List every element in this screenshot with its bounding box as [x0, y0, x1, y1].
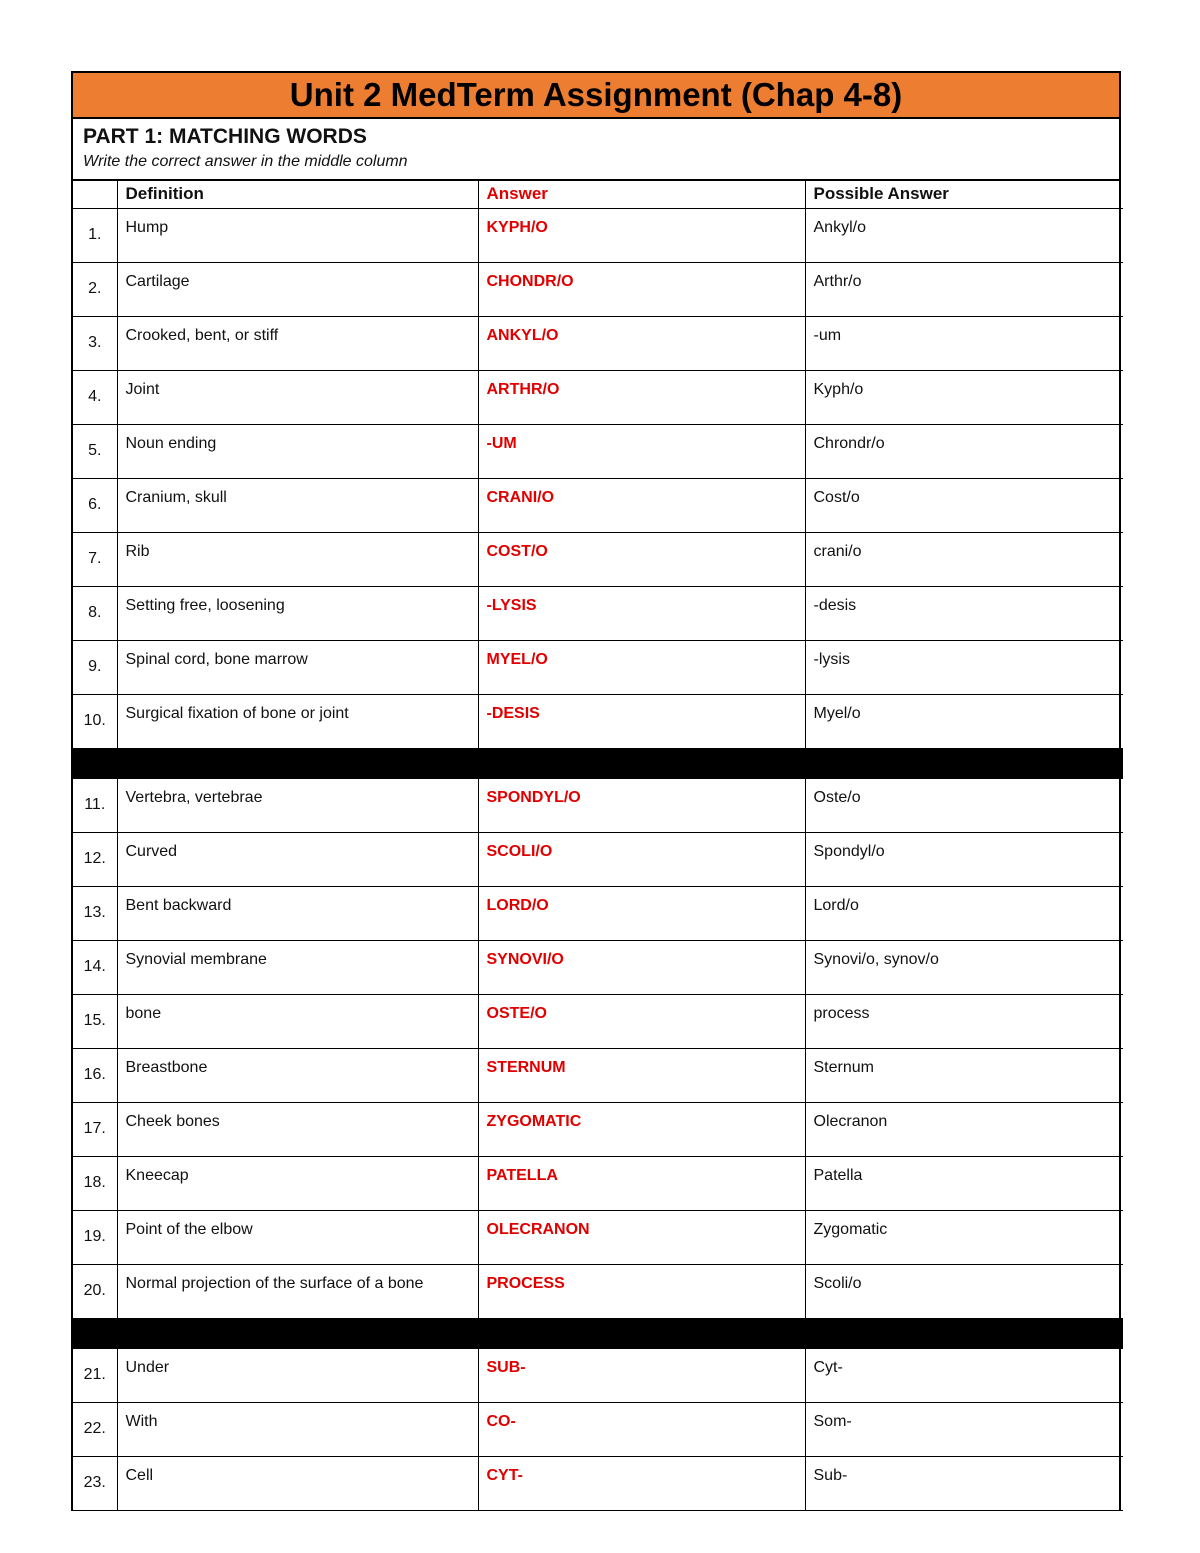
row-number-cell — [73, 1348, 117, 1402]
row-answer: CO- — [486, 1412, 516, 1430]
row-possible-answer: Synovi/o, synov/o — [813, 950, 939, 968]
row-number: 14. — [83, 958, 106, 975]
row-definition-cell — [117, 694, 478, 748]
row-number: 5. — [88, 442, 102, 459]
header-answer: Answer — [478, 181, 805, 208]
row-number: 7. — [88, 550, 102, 567]
row-possible-answer: Scoli/o — [813, 1274, 862, 1292]
row-number-cell — [73, 940, 117, 994]
table-row — [73, 640, 1123, 694]
table-row — [73, 1348, 1123, 1402]
row-possible-answer-cell — [805, 886, 1123, 940]
row-definition-cell — [117, 1156, 478, 1210]
row-answer-cell — [478, 1048, 805, 1102]
row-definition: Setting free, loosening — [125, 596, 285, 614]
row-definition: Cranium, skull — [125, 488, 227, 506]
row-possible-answer-cell — [805, 262, 1123, 316]
row-number: 11. — [84, 796, 106, 813]
row-definition-cell — [117, 1102, 478, 1156]
row-answer-cell — [478, 886, 805, 940]
row-number-cell — [73, 886, 117, 940]
row-definition: With — [125, 1412, 158, 1430]
row-possible-answer: Kyph/o — [813, 380, 864, 398]
row-answer: LORD/O — [486, 896, 549, 914]
table-row — [73, 940, 1123, 994]
row-definition: Hump — [125, 218, 169, 236]
row-number-cell — [73, 1264, 117, 1318]
row-possible-answer-cell — [805, 694, 1123, 748]
table-row — [73, 1102, 1123, 1156]
row-possible-answer: -desis — [813, 596, 857, 614]
row-answer: ZYGOMATIC — [486, 1112, 582, 1130]
row-number-cell — [73, 208, 117, 262]
part-instruction: Write the correct answer in the middle column — [83, 153, 408, 170]
row-number: 18. — [83, 1174, 106, 1191]
row-possible-answer-cell — [805, 1402, 1123, 1456]
row-answer: -DESIS — [486, 704, 540, 722]
row-definition: Bent backward — [125, 896, 232, 914]
row-definition: Cheek bones — [125, 1112, 220, 1130]
row-number-cell — [73, 1456, 117, 1510]
row-possible-answer-cell — [805, 1102, 1123, 1156]
row-number: 22. — [83, 1420, 106, 1437]
row-definition: Spinal cord, bone marrow — [125, 650, 308, 668]
row-possible-answer: -um — [813, 326, 842, 344]
table-row — [73, 1210, 1123, 1264]
row-number: 21. — [83, 1366, 106, 1383]
table-row — [73, 208, 1123, 262]
row-answer-cell — [478, 532, 805, 586]
row-possible-answer-cell — [805, 1264, 1123, 1318]
row-definition: Noun ending — [125, 434, 217, 452]
row-possible-answer: process — [813, 1004, 870, 1022]
row-definition-cell — [117, 370, 478, 424]
row-answer: CYT- — [486, 1466, 523, 1484]
row-number: 9. — [88, 658, 102, 675]
row-possible-answer-cell — [805, 586, 1123, 640]
row-answer-cell — [478, 424, 805, 478]
row-possible-answer-cell — [805, 832, 1123, 886]
table-row — [73, 532, 1123, 586]
row-number-cell — [73, 262, 117, 316]
table-header-row — [73, 181, 1123, 208]
row-possible-answer-cell — [805, 532, 1123, 586]
worksheet — [71, 71, 1121, 1511]
row-answer: MYEL/O — [486, 650, 548, 668]
row-possible-answer: Myel/o — [813, 704, 861, 722]
row-possible-answer: crani/o — [813, 542, 862, 560]
table-row — [73, 478, 1123, 532]
row-definition: Point of the elbow — [125, 1220, 253, 1238]
row-definition: Curved — [125, 842, 178, 860]
section-divider-bar — [73, 748, 1123, 778]
row-number-cell — [73, 1156, 117, 1210]
row-definition-cell — [117, 424, 478, 478]
row-answer: PATELLA — [486, 1166, 558, 1184]
row-definition-cell — [117, 1456, 478, 1510]
table-row — [73, 1402, 1123, 1456]
row-possible-answer-cell — [805, 1048, 1123, 1102]
row-possible-answer: Cost/o — [813, 488, 860, 506]
row-number-cell — [73, 640, 117, 694]
row-answer: CHONDR/O — [486, 272, 574, 290]
row-possible-answer-cell — [805, 778, 1123, 832]
row-possible-answer: Sub- — [813, 1466, 848, 1484]
row-possible-answer-cell — [805, 1210, 1123, 1264]
row-answer: ANKYL/O — [486, 326, 559, 344]
row-possible-answer-cell — [805, 1156, 1123, 1210]
row-definition-cell — [117, 316, 478, 370]
section-divider — [73, 1318, 1123, 1348]
row-possible-answer-cell — [805, 424, 1123, 478]
row-number-cell — [73, 532, 117, 586]
row-number-cell — [73, 1210, 117, 1264]
row-answer-cell — [478, 1456, 805, 1510]
row-possible-answer-cell — [805, 994, 1123, 1048]
row-number-cell — [73, 316, 117, 370]
table-row — [73, 694, 1123, 748]
row-possible-answer: Patella — [813, 1166, 863, 1184]
row-possible-answer: Chrondr/o — [813, 434, 885, 452]
row-definition-cell — [117, 262, 478, 316]
row-definition-cell — [117, 640, 478, 694]
row-definition-cell — [117, 886, 478, 940]
row-answer-cell — [478, 1402, 805, 1456]
row-number: 16. — [83, 1066, 106, 1083]
table-row — [73, 778, 1123, 832]
row-definition: Synovial membrane — [125, 950, 267, 968]
table-row — [73, 886, 1123, 940]
row-answer-cell — [478, 316, 805, 370]
row-possible-answer: Sternum — [813, 1058, 874, 1076]
row-definition: Cell — [125, 1466, 154, 1484]
row-possible-answer: Arthr/o — [813, 272, 862, 290]
row-possible-answer-cell — [805, 370, 1123, 424]
page-title: Unit 2 MedTerm Assignment (Chap 4-8) — [73, 71, 1119, 119]
row-definition-cell — [117, 208, 478, 262]
row-number-cell — [73, 832, 117, 886]
row-definition-cell — [117, 586, 478, 640]
row-possible-answer-cell — [805, 208, 1123, 262]
row-possible-answer: -lysis — [813, 650, 850, 668]
row-definition-cell — [117, 1210, 478, 1264]
row-possible-answer: Ankyl/o — [813, 218, 866, 236]
table-row — [73, 1048, 1123, 1102]
table-row — [73, 316, 1123, 370]
row-number-cell — [73, 994, 117, 1048]
row-definition-cell — [117, 994, 478, 1048]
row-number-cell — [73, 478, 117, 532]
row-definition-cell — [117, 778, 478, 832]
row-definition: bone — [125, 1004, 162, 1022]
part-header — [73, 119, 1119, 181]
row-number-cell — [73, 694, 117, 748]
part-title: PART 1: MATCHING WORDS — [83, 125, 367, 148]
row-definition: Crooked, bent, or stiff — [125, 326, 279, 344]
row-possible-answer: Lord/o — [813, 896, 859, 914]
row-number: 13. — [83, 904, 106, 921]
row-number: 3. — [88, 334, 102, 351]
row-answer: PROCESS — [486, 1274, 565, 1292]
row-number: 2. — [88, 280, 102, 297]
row-answer-cell — [478, 370, 805, 424]
table-row — [73, 1264, 1123, 1318]
row-answer-cell — [478, 1156, 805, 1210]
header-possible-answer: Possible Answer — [805, 181, 1123, 208]
row-definition: Normal projection of the surface of a bone — [125, 1274, 424, 1292]
row-number-cell — [73, 370, 117, 424]
row-number-cell — [73, 1402, 117, 1456]
table-row — [73, 1456, 1123, 1510]
row-answer-cell — [478, 994, 805, 1048]
row-number: 4. — [88, 388, 102, 405]
row-definition: Vertebra, vertebrae — [125, 788, 263, 806]
row-answer: SYNOVI/O — [486, 950, 564, 968]
table-row — [73, 586, 1123, 640]
header-number — [73, 181, 117, 208]
row-answer: COST/O — [486, 542, 548, 560]
row-number: 17. — [83, 1120, 106, 1137]
matching-table — [73, 181, 1123, 1511]
section-divider — [73, 748, 1123, 778]
row-possible-answer-cell — [805, 940, 1123, 994]
table-row — [73, 262, 1123, 316]
row-number: 23. — [83, 1474, 106, 1491]
table-row — [73, 994, 1123, 1048]
row-definition: Breastbone — [125, 1058, 208, 1076]
row-definition-cell — [117, 478, 478, 532]
row-possible-answer: Olecranon — [813, 1112, 888, 1130]
row-answer-cell — [478, 832, 805, 886]
row-answer: SCOLI/O — [486, 842, 553, 860]
row-answer: ARTHR/O — [486, 380, 560, 398]
row-definition: Surgical fixation of bone or joint — [125, 704, 349, 722]
row-number: 10. — [83, 712, 106, 729]
row-possible-answer: Spondyl/o — [813, 842, 885, 860]
row-number-cell — [73, 1102, 117, 1156]
row-answer: OSTE/O — [486, 1004, 547, 1022]
row-answer-cell — [478, 640, 805, 694]
row-number: 1. — [88, 226, 102, 243]
row-answer: -LYSIS — [486, 596, 537, 614]
row-number: 6. — [88, 496, 102, 513]
row-answer: KYPH/O — [486, 218, 548, 236]
section-divider-bar — [73, 1318, 1123, 1348]
row-possible-answer: Som- — [813, 1412, 852, 1430]
row-answer-cell — [478, 778, 805, 832]
row-number-cell — [73, 778, 117, 832]
row-answer-cell — [478, 1102, 805, 1156]
table-row — [73, 424, 1123, 478]
row-possible-answer: Cyt- — [813, 1358, 843, 1376]
row-answer-cell — [478, 940, 805, 994]
row-number: 8. — [88, 604, 102, 621]
row-definition: Joint — [125, 380, 160, 398]
row-possible-answer-cell — [805, 1348, 1123, 1402]
row-definition-cell — [117, 832, 478, 886]
row-answer-cell — [478, 586, 805, 640]
row-answer-cell — [478, 694, 805, 748]
row-answer-cell — [478, 1348, 805, 1402]
row-definition-cell — [117, 1048, 478, 1102]
row-answer: OLECRANON — [486, 1220, 590, 1238]
row-definition: Under — [125, 1358, 170, 1376]
row-possible-answer: Oste/o — [813, 788, 861, 806]
row-possible-answer-cell — [805, 640, 1123, 694]
row-answer-cell — [478, 1264, 805, 1318]
row-answer: CRANI/O — [486, 488, 555, 506]
row-number-cell — [73, 1048, 117, 1102]
header-definition: Definition — [117, 181, 478, 208]
row-answer-cell — [478, 208, 805, 262]
table-row — [73, 370, 1123, 424]
row-number-cell — [73, 586, 117, 640]
row-definition: Rib — [125, 542, 150, 560]
table-row — [73, 832, 1123, 886]
row-answer-cell — [478, 1210, 805, 1264]
row-answer-cell — [478, 478, 805, 532]
row-possible-answer-cell — [805, 316, 1123, 370]
row-definition-cell — [117, 532, 478, 586]
row-possible-answer: Zygomatic — [813, 1220, 888, 1238]
row-answer: SUB- — [486, 1358, 526, 1376]
row-definition-cell — [117, 1264, 478, 1318]
row-possible-answer-cell — [805, 478, 1123, 532]
row-answer: STERNUM — [486, 1058, 566, 1076]
row-number-cell — [73, 424, 117, 478]
row-definition-cell — [117, 940, 478, 994]
row-number: 20. — [83, 1282, 106, 1299]
row-definition: Kneecap — [125, 1166, 189, 1184]
row-answer-cell — [478, 262, 805, 316]
row-definition: Cartilage — [125, 272, 190, 290]
row-answer: SPONDYL/O — [486, 788, 581, 806]
row-definition-cell — [117, 1348, 478, 1402]
table-row — [73, 1156, 1123, 1210]
row-number: 19. — [83, 1228, 106, 1245]
row-number: 15. — [83, 1012, 106, 1029]
row-number: 12. — [83, 850, 106, 867]
row-answer: -UM — [486, 434, 517, 452]
row-definition-cell — [117, 1402, 478, 1456]
row-possible-answer-cell — [805, 1456, 1123, 1510]
